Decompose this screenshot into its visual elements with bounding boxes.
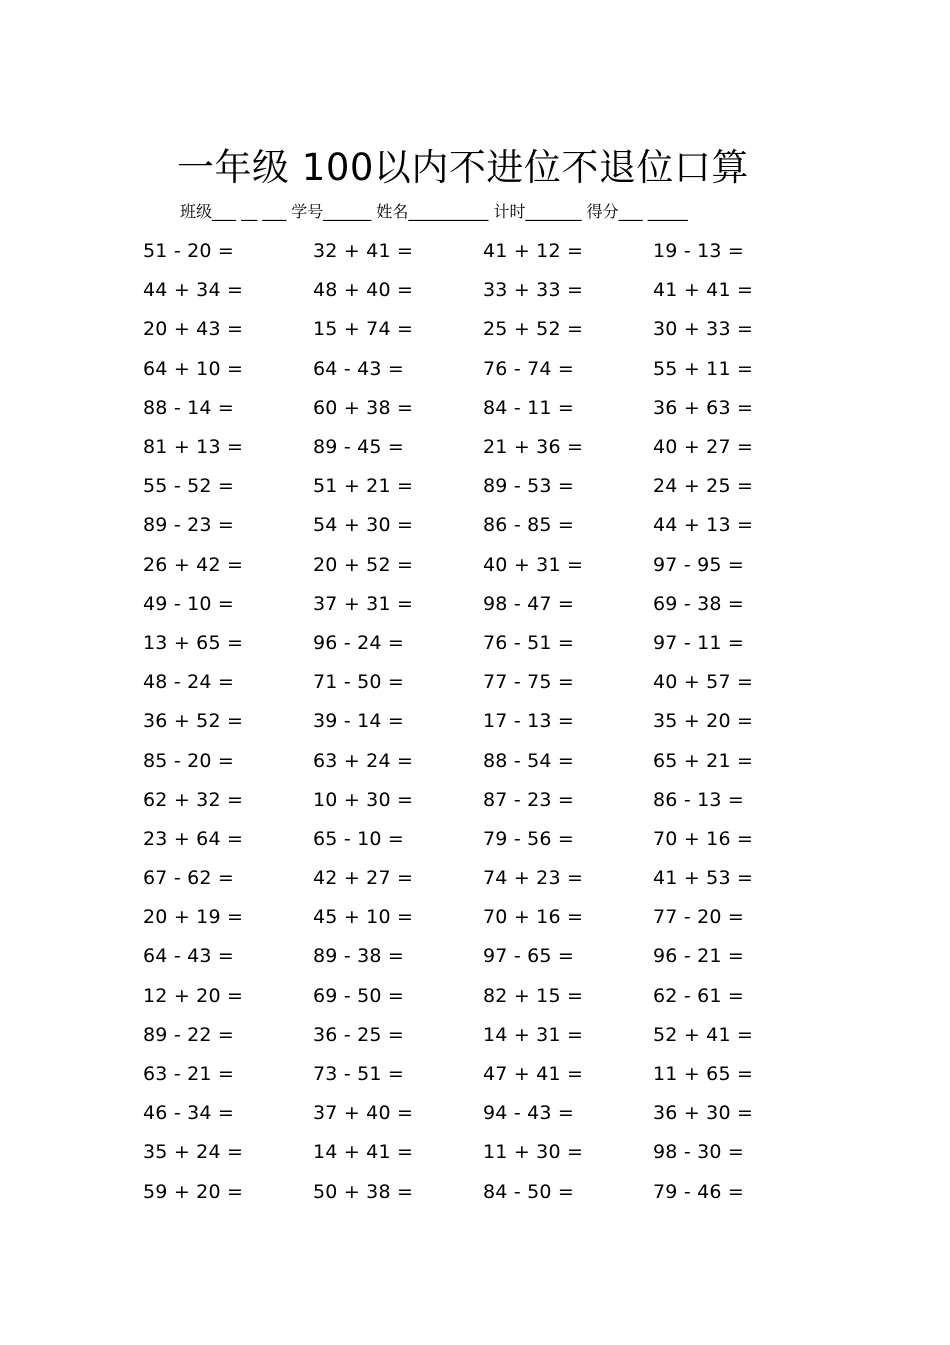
- problem-item: 51 - 20 =: [143, 240, 235, 263]
- score-blank[interactable]: ___ _____: [618, 202, 688, 221]
- problem-row: [143, 350, 823, 389]
- problem-item: 63 - 21 =: [143, 1063, 235, 1086]
- problem-item: 47 + 41 =: [483, 1063, 584, 1086]
- problem-item: 40 + 31 =: [483, 553, 584, 576]
- problem-item: 40 + 27 =: [653, 436, 754, 459]
- problem-item: 86 - 85 =: [483, 514, 575, 537]
- problem-row: [143, 1094, 823, 1133]
- problem-item: 97 - 65 =: [483, 945, 575, 968]
- problem-item: 52 + 41 =: [653, 1023, 754, 1046]
- problem-item: 26 + 42 =: [143, 553, 244, 576]
- problem-item: 89 - 45 =: [313, 436, 405, 459]
- problem-item: 24 + 25 =: [653, 475, 754, 498]
- problem-item: 55 - 52 =: [143, 475, 235, 498]
- problem-row: [143, 1133, 823, 1172]
- problem-row: [143, 820, 823, 859]
- problem-item: 69 - 50 =: [313, 984, 405, 1007]
- problem-item: 69 - 38 =: [653, 592, 745, 615]
- problem-item: 48 + 40 =: [313, 279, 414, 302]
- problem-item: 21 + 36 =: [483, 436, 584, 459]
- problem-item: 70 + 16 =: [483, 906, 584, 929]
- problem-item: 40 + 57 =: [653, 671, 754, 694]
- problem-item: 36 + 63 =: [653, 396, 754, 419]
- problem-row: [143, 781, 823, 820]
- problem-item: 73 - 51 =: [313, 1063, 405, 1086]
- problem-item: 42 + 27 =: [313, 867, 414, 890]
- problem-item: 54 + 30 =: [313, 514, 414, 537]
- problem-item: 10 + 30 =: [313, 788, 414, 811]
- problem-item: 13 + 65 =: [143, 631, 244, 654]
- problem-row: [143, 271, 823, 310]
- problem-row: [143, 389, 823, 428]
- problem-item: 79 - 46 =: [653, 1180, 745, 1203]
- problem-row: [143, 937, 823, 976]
- time-field[interactable]: [494, 202, 587, 221]
- problem-item: 74 + 23 =: [483, 867, 584, 890]
- problem-item: 55 + 11 =: [653, 357, 754, 380]
- name-field[interactable]: [376, 202, 488, 221]
- score-field[interactable]: [587, 202, 688, 221]
- problem-item: 35 + 24 =: [143, 1141, 244, 1164]
- problem-item: 65 - 10 =: [313, 827, 405, 850]
- problem-item: 67 - 62 =: [143, 867, 235, 890]
- problem-row: [143, 898, 823, 937]
- student-number-blank[interactable]: ______: [323, 202, 377, 221]
- problem-item: 86 - 13 =: [653, 788, 745, 811]
- problem-item: 25 + 52 =: [483, 318, 584, 341]
- problem-item: 14 + 31 =: [483, 1023, 584, 1046]
- problem-item: 88 - 54 =: [483, 749, 575, 772]
- problem-item: 64 - 43 =: [313, 357, 405, 380]
- problem-item: 15 + 74 =: [313, 318, 414, 341]
- problem-item: 37 + 40 =: [313, 1102, 414, 1125]
- name-blank[interactable]: __________: [408, 202, 489, 221]
- problem-item: 39 - 14 =: [313, 710, 405, 733]
- problem-row: [143, 1016, 823, 1055]
- problem-item: 62 + 32 =: [143, 788, 244, 811]
- problem-item: 44 + 34 =: [143, 279, 244, 302]
- problem-item: 60 + 38 =: [313, 396, 414, 419]
- problem-item: 41 + 53 =: [653, 867, 754, 890]
- problem-item: 32 + 41 =: [313, 240, 414, 263]
- problem-item: 37 + 31 =: [313, 592, 414, 615]
- problem-item: 20 + 43 =: [143, 318, 244, 341]
- problem-item: 76 - 74 =: [483, 357, 575, 380]
- problem-item: 62 - 61 =: [653, 984, 745, 1007]
- problem-item: 51 + 21 =: [313, 475, 414, 498]
- problem-item: 70 + 16 =: [653, 827, 754, 850]
- problem-item: 20 + 52 =: [313, 553, 414, 576]
- problem-row: [143, 702, 823, 741]
- problem-item: 94 - 43 =: [483, 1102, 575, 1125]
- problem-row: [143, 467, 823, 506]
- problem-item: 35 + 20 =: [653, 710, 754, 733]
- problem-row: [143, 428, 823, 467]
- problem-item: 87 - 23 =: [483, 788, 575, 811]
- problem-item: 14 + 41 =: [313, 1141, 414, 1164]
- class-field[interactable]: [180, 202, 291, 221]
- class-blank[interactable]: ___ __ ___: [212, 202, 292, 221]
- problem-item: 19 - 13 =: [653, 240, 745, 263]
- problem-item: 44 + 13 =: [653, 514, 754, 537]
- problem-item: 65 + 21 =: [653, 749, 754, 772]
- problem-item: 85 - 20 =: [143, 749, 235, 772]
- page-title: 一年级 100以内不进位不退位口算: [177, 146, 749, 189]
- score-label: 得分: [586, 202, 619, 221]
- problem-row: [143, 624, 823, 663]
- time-label: 计时: [493, 202, 526, 221]
- problem-item: 71 - 50 =: [313, 671, 405, 694]
- problem-item: 49 - 10 =: [143, 592, 235, 615]
- problem-item: 11 + 30 =: [483, 1141, 584, 1164]
- problem-item: 97 - 11 =: [653, 631, 745, 654]
- problem-item: 96 - 21 =: [653, 945, 745, 968]
- problem-item: 88 - 14 =: [143, 396, 235, 419]
- problem-row: [143, 1055, 823, 1094]
- student-number-field[interactable]: [291, 202, 376, 221]
- problem-item: 82 + 15 =: [483, 984, 584, 1007]
- problem-item: 64 + 10 =: [143, 357, 244, 380]
- problem-grid: [143, 232, 823, 1212]
- problem-item: 17 - 13 =: [483, 710, 575, 733]
- problem-item: 20 + 19 =: [143, 906, 244, 929]
- problem-row: [143, 585, 823, 624]
- problem-item: 64 - 43 =: [143, 945, 235, 968]
- student-number-label: 学号: [291, 202, 324, 221]
- problem-item: 77 - 75 =: [483, 671, 575, 694]
- problem-item: 11 + 65 =: [653, 1063, 754, 1086]
- problem-item: 98 - 47 =: [483, 592, 575, 615]
- problem-item: 89 - 53 =: [483, 475, 575, 498]
- problem-item: 30 + 33 =: [653, 318, 754, 341]
- problem-item: 84 - 11 =: [483, 396, 575, 419]
- problem-row: [143, 741, 823, 780]
- problem-item: 97 - 95 =: [653, 553, 745, 576]
- problem-item: 77 - 20 =: [653, 906, 745, 929]
- problem-item: 23 + 64 =: [143, 827, 244, 850]
- problem-row: [143, 977, 823, 1016]
- problem-row: [143, 546, 823, 585]
- name-label: 姓名: [376, 202, 409, 221]
- problem-item: 76 - 51 =: [483, 631, 575, 654]
- problem-item: 12 + 20 =: [143, 984, 244, 1007]
- student-info-line: [180, 200, 688, 224]
- problem-row: [143, 310, 823, 349]
- problem-item: 36 - 25 =: [313, 1023, 405, 1046]
- problem-row: [143, 859, 823, 898]
- problem-item: 89 - 23 =: [143, 514, 235, 537]
- problem-row: [143, 1173, 823, 1212]
- problem-item: 50 + 38 =: [313, 1180, 414, 1203]
- problem-item: 48 - 24 =: [143, 671, 235, 694]
- problem-item: 81 + 13 =: [143, 436, 244, 459]
- problem-item: 59 + 20 =: [143, 1180, 244, 1203]
- problem-item: 89 - 22 =: [143, 1023, 235, 1046]
- time-blank[interactable]: _______: [525, 202, 587, 221]
- class-label: 班级: [180, 202, 213, 221]
- problem-item: 36 + 30 =: [653, 1102, 754, 1125]
- problem-item: 45 + 10 =: [313, 906, 414, 929]
- problem-item: 96 - 24 =: [313, 631, 405, 654]
- problem-item: 33 + 33 =: [483, 279, 584, 302]
- problem-item: 98 - 30 =: [653, 1141, 745, 1164]
- problem-item: 41 + 12 =: [483, 240, 584, 263]
- problem-item: 46 - 34 =: [143, 1102, 235, 1125]
- problem-item: 89 - 38 =: [313, 945, 405, 968]
- problem-item: 41 + 41 =: [653, 279, 754, 302]
- problem-row: [143, 506, 823, 545]
- problem-item: 36 + 52 =: [143, 710, 244, 733]
- problem-item: 84 - 50 =: [483, 1180, 575, 1203]
- problem-row: [143, 232, 823, 271]
- problem-row: [143, 663, 823, 702]
- problem-item: 63 + 24 =: [313, 749, 414, 772]
- problem-item: 79 - 56 =: [483, 827, 575, 850]
